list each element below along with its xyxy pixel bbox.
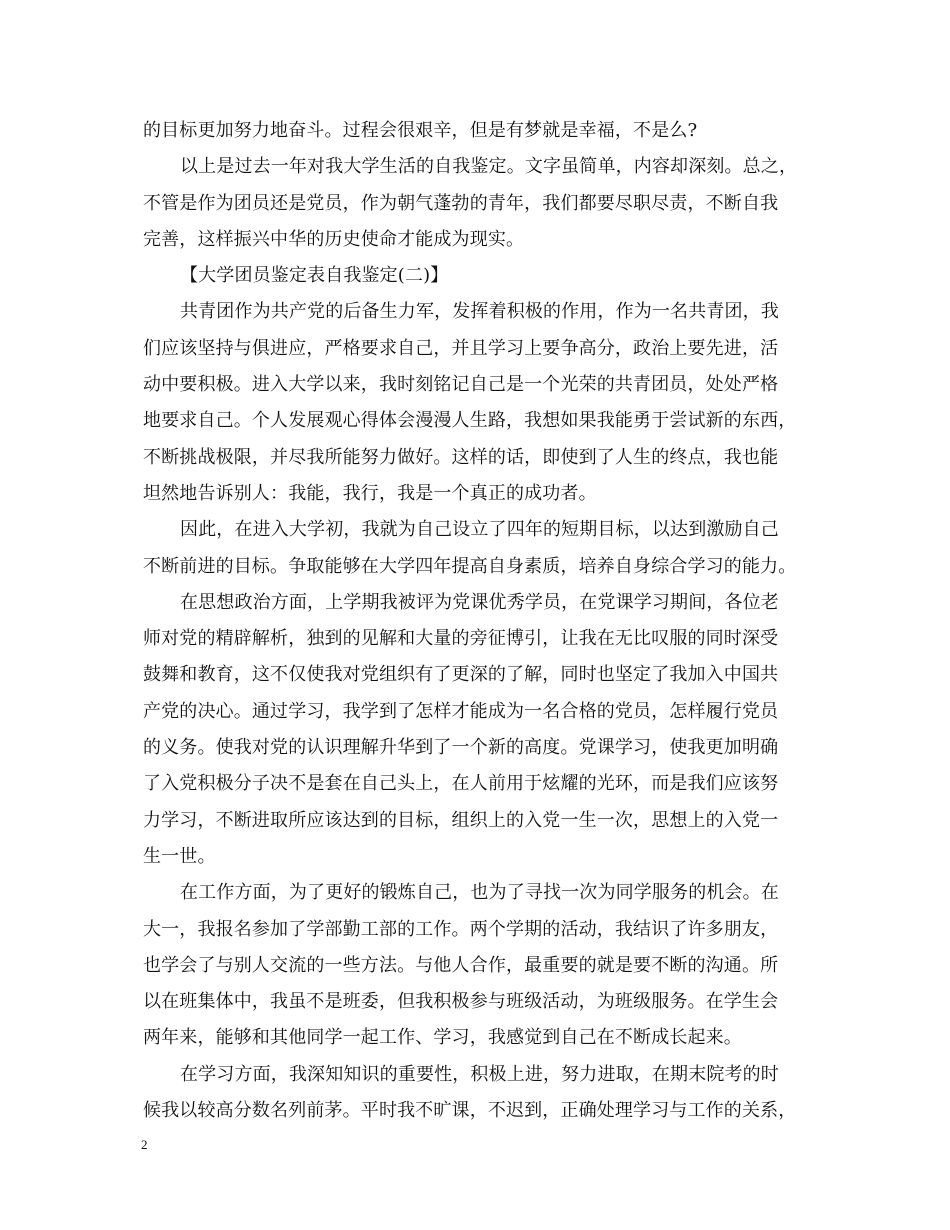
text-line: 鼓舞和教育，这不仅使我对党组织有了更深的了解，同时也坚定了我加入中国共: [143, 664, 779, 686]
text-line: 【大学团员鉴定表自我鉴定(二)】: [180, 265, 449, 287]
text-line: 大一，我报名参加了学部勤工部的工作。两个学期的活动，我结识了许多朋友，: [143, 918, 779, 940]
text-line: 的目标更加努力地奋斗。过程会很艰辛，但是有梦就是幸福，不是么?: [143, 120, 698, 141]
text-line: 两年来，能够和其他同学一起工作、学习，我感觉到自己在不断成长起来。: [143, 1027, 742, 1049]
text-line: 在思想政治方面，上学期我被评为党课优秀学员，在党课学习期间，各位老: [180, 591, 779, 613]
text-line: 共青团作为共产党的后备生力军，发挥着积极的作用，作为一名共青团，我: [180, 301, 779, 323]
text-line: 了入党积极分子决不是套在自己头上，在人前用于炫耀的光环，而是我们应该努: [143, 773, 779, 795]
text-line: 不断挑战极限，并尽我所能努力做好。这样的话，即使到了人生的终点，我也能: [143, 446, 779, 468]
text-line: 以在班集体中，我虽不是班委，但我积极参与班级活动，为班级服务。在学生会: [143, 991, 779, 1013]
text-line: 不管是作为团员还是党员，作为朝气蓬勃的青年，我们都要尽职尽责，不断自我: [143, 192, 779, 214]
text-line: 的义务。使我对党的认识理解升华到了一个新的高度。党课学习，使我更加明确: [143, 737, 779, 759]
text-line: 不断前进的目标。争取能够在大学四年提高自身素质，培养自身综合学习的能力。: [143, 555, 797, 577]
text-line: 完善，这样振兴中华的历史使命才能成为现实。: [143, 228, 525, 250]
text-line: 以上是过去一年对我大学生活的自我鉴定。文字虽简单，内容却深刻。总之，: [180, 156, 798, 178]
text-line: 因此，在进入大学初，我就为自己设立了四年的短期目标，以达到激励自己: [180, 519, 779, 541]
text-line: 坦然地告诉别人：我能，我行，我是一个真正的成功者。: [143, 482, 597, 504]
text-line: 力学习，不断进取所应该达到的目标，组织上的入党一生一次，思想上的入党一: [143, 809, 779, 831]
text-line: 动中要积极。进入大学以来，我时刻铭记自己是一个光荣的共青团员，处处严格: [143, 374, 779, 396]
document-body: [143, 113, 815, 1129]
text-line: 在工作方面，为了更好的锻炼自己，也为了寻找一次为同学服务的机会。在: [180, 882, 779, 904]
text-line: 们应该坚持与俱进应，严格要求自己，并且学习上要争高分，政治上要先进，活: [143, 337, 779, 359]
text-line: 在学习方面，我深知知识的重要性，积极上进，努力进取，在期末院考的时: [180, 1063, 779, 1085]
text-line: 产党的决心。通过学习，我学到了怎样才能成为一名合格的党员，怎样履行党员: [143, 700, 779, 722]
text-line: 生一世。: [143, 845, 216, 867]
text-line: 也学会了与别人交流的一些方法。与他人合作，最重要的就是要不断的沟通。所: [143, 954, 779, 976]
page-number: 2: [141, 1137, 148, 1152]
text-line: 师对党的精辟解析，独到的见解和大量的旁征博引，让我在无比叹服的同时深受: [143, 628, 779, 650]
text-line: 候我以较高分数名列前茅。平时我不旷课，不迟到，正确处理学习与工作的关系，: [143, 1100, 797, 1122]
text-line: 地要求自己。个人发展观心得体会漫漫人生路，我想如果我能勇于尝试新的东西，: [143, 410, 797, 432]
